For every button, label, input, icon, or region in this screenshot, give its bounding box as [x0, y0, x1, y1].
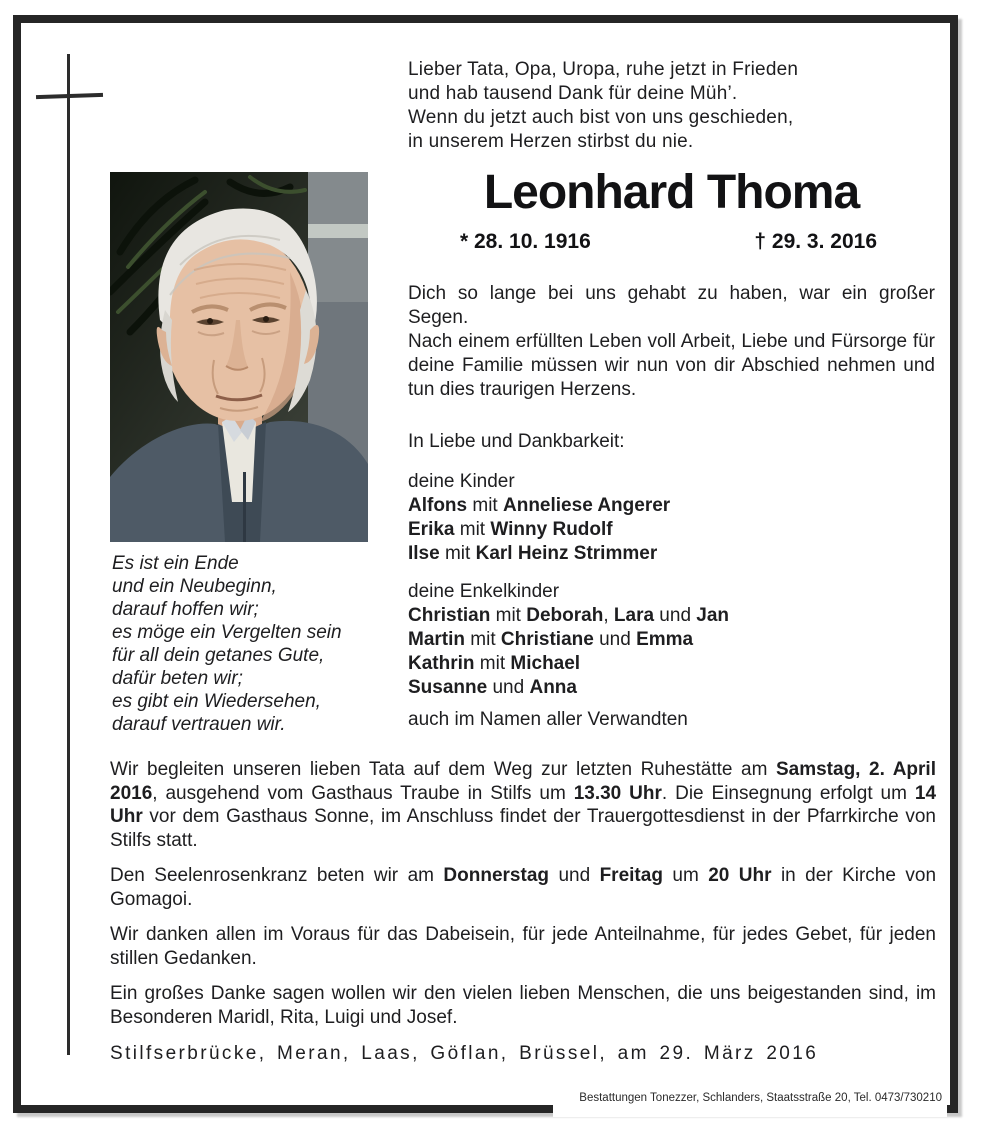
- family-closing: auch im Namen aller Verwandten: [408, 709, 688, 730]
- funeral-paragraph: Den Seelenrosenkranz beten wir am Donnerstag und Freitag um 20 Uhr in der Kirche von Gomagoi.: [110, 865, 937, 910]
- opening-verse-line: Wenn du jetzt auch bist von uns geschieden,: [408, 107, 794, 128]
- grandchildren-line: Martin mit Christiane und Emma: [408, 629, 694, 650]
- location-date-line: Stilfserbrücke, Meran, Laas, Göflan, Brüssel, am 29. März 2016: [110, 1043, 819, 1064]
- portrait-photo: [110, 172, 368, 542]
- eulogy-paragraph: Nach einem erfüllten Leben voll Arbeit, Liebe und Fürsorge für deine Familie müssen wir nun von dir Abschied nehmen und tun dies traurigen Herzens.: [408, 331, 935, 400]
- side-verse-line: es gibt ein Wiedersehen,: [112, 691, 321, 712]
- grandchildren-line: Christian mit Deborah, Lara und Jan: [408, 605, 730, 626]
- grandchildren-line: Kathrin mit Michael: [408, 653, 581, 674]
- children-line: Erika mit Winny Rudolf: [408, 519, 613, 540]
- funeral-home-label: [553, 1079, 947, 1117]
- life-dates: [408, 230, 935, 254]
- cross-vertical-bar: [67, 54, 70, 1055]
- family-intro: In Liebe und Dankbarkeit:: [408, 431, 625, 452]
- side-verse-line: dafür beten wir;: [112, 668, 243, 689]
- grandchildren-line: Susanne und Anna: [408, 677, 577, 698]
- funeral-home-text: Bestattungen Tonezzer, Schlanders, Staatsstraße 20, Tel. 0473/730210: [579, 1092, 942, 1104]
- side-verse-line: darauf vertrauen wir.: [112, 714, 286, 735]
- side-verse: [112, 552, 412, 736]
- birth-date: * 28. 10. 1916: [460, 230, 591, 253]
- children-line: Ilse mit Karl Heinz Strimmer: [408, 543, 658, 564]
- side-verse-line: für all dein getanes Gute,: [112, 645, 325, 666]
- funeral-paragraph: Ein großes Danke sagen wollen wir den vielen lieben Menschen, die uns beigestanden sind, im Besonderen Maridl, Rita, Luigi und Josef.: [110, 983, 936, 1028]
- funeral-info: [110, 758, 936, 1065]
- funeral-paragraph: Wir danken allen im Voraus für das Dabeisein, für jede Anteilnahme, für jedes Gebet, für jeden stillen Gedanken.: [110, 924, 936, 969]
- deceased-name: Leonhard Thoma: [483, 166, 860, 219]
- side-verse-line: es möge ein Vergelten sein: [112, 622, 342, 643]
- opening-verse-line: Lieber Tata, Opa, Uropa, ruhe jetzt in Frieden: [408, 59, 799, 80]
- side-verse-line: und ein Neubeginn,: [112, 576, 277, 597]
- eulogy-text: [408, 282, 935, 402]
- death-date: † 29. 3. 2016: [754, 230, 877, 253]
- eulogy-paragraph: Dich so lange bei uns gehabt zu haben, war ein großer Segen.: [408, 283, 935, 328]
- opening-verse-line: in unserem Herzen stirbst du nie.: [408, 131, 694, 152]
- children-line: Alfons mit Anneliese Angerer: [408, 495, 671, 516]
- grandchildren-label: deine Enkelkinder: [408, 581, 560, 602]
- opening-verse-line: und hab tausend Dank für deine Müh’.: [408, 83, 738, 104]
- side-verse-line: darauf hoffen wir;: [112, 599, 259, 620]
- children-label: deine Kinder: [408, 471, 515, 492]
- side-verse-line: Es ist ein Ende: [112, 553, 239, 574]
- main-column: [408, 58, 935, 732]
- opening-verse: [408, 58, 935, 154]
- funeral-paragraph: Wir begleiten unseren lieben Tata auf dem Weg zur letzten Ruhestätte am Samstag, 2. April 2016, ausgehend vom Gasthaus Traube in Stilfs um 13.30 Uhr. Die Einsegnung erfolgt um 14 Uhr vor dem Gasthaus Sonne, im Anschluss findet der Trauergottesdienst in der Pfarrkirche von Stilfs statt.: [110, 759, 937, 851]
